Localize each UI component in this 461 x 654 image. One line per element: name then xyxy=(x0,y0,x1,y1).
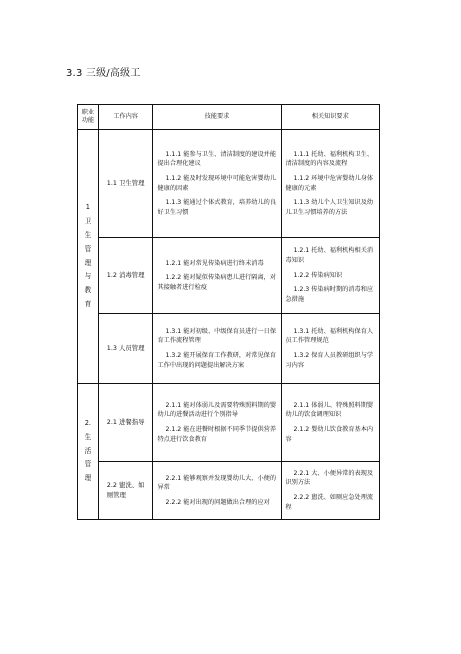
skills-table xyxy=(77,104,380,520)
work-cell: 2.1 进餐指导 xyxy=(98,384,153,462)
skill-cell: 1.1.1 能参与卫生、清洁制度的建设并能提出合理化建议 1.1.2 能及时发现环境中可能危害婴幼儿健康的因素 1.1.3 能通过个体式教育，培养幼儿的良好卫生习惯 xyxy=(153,130,281,238)
work-cell: 1.2 消毒管理 xyxy=(98,238,153,314)
table-header-row xyxy=(78,105,380,130)
header-skill: 技能要求 xyxy=(153,105,281,130)
knowledge-cell: 2.1.1 体弱儿、特殊照料期婴幼儿的饮食调理知识 2.1.2 婴幼儿饮食教育基本内容 xyxy=(281,384,380,462)
table-row xyxy=(78,462,380,520)
knowledge-cell: 1.2.1 托幼、福利机构相关消毒知识 1.2.2 传染病知识 1.2.3 传染病时期的消毒和应急措施 xyxy=(281,238,380,314)
work-cell: 2.2 盥洗、如厕管理 xyxy=(98,462,153,520)
knowledge-cell: 1.3.1 托幼、福利机构保育人员工作管理规范 1.3.2 保育人员教研组织与学习内容 xyxy=(281,314,380,384)
knowledge-cell: 1.1.1 托幼、福利机构卫生、清洁制度的内容及流程 1.1.2 环境中危害婴幼儿身体健康的元素 1.1.3 幼儿个人卫生知识及幼儿卫生习惯培养的方法 xyxy=(281,130,380,238)
skill-cell: 1.2.1 能对常见传染病进行终末消毒 1.2.2 能对疑似传染病患儿进行隔离，对其接触者进行检疫 xyxy=(153,238,281,314)
header-func: 职业 功能 xyxy=(78,105,99,130)
func-cell-1: 1 卫 生 管 理 与 教 育 xyxy=(78,130,99,384)
section-title: 3.3 三级/高级工 xyxy=(66,68,141,79)
knowledge-cell: 2.2.1 大、小便异常的表现及识别方法 2.2.2 盥洗、如厕应急处理流程 xyxy=(281,462,380,520)
header-knowledge: 相关知识要求 xyxy=(281,105,380,130)
skill-cell: 2.2.1 能够观察并发现婴幼儿大、小便的异常 2.2.2 能对出现的问题做出合理的应对 xyxy=(153,462,281,520)
skill-cell: 1.3.1 能对初级、中级保育员进行一日保育工作流程管理 1.3.2 能开展保育工作教研，对常见保育工作中出现的问题提出解决方案 xyxy=(153,314,281,384)
work-cell: 1.3 人员管理 xyxy=(98,314,153,384)
table-row xyxy=(78,238,380,314)
table-row xyxy=(78,314,380,384)
table-row xyxy=(78,384,380,462)
func-cell-2: 2. 生 活 管 理 xyxy=(78,384,99,520)
table-row xyxy=(78,130,380,238)
work-cell: 1.1 卫生管理 xyxy=(98,130,153,238)
skill-cell: 2.1.1 能对体弱儿及需要特殊照料期的婴幼儿的进餐活动进行个别指导 2.1.2 能在进餐时根据不同季节提供营养特点进行饮食教育 xyxy=(153,384,281,462)
header-work: 工作内容 xyxy=(98,105,153,130)
